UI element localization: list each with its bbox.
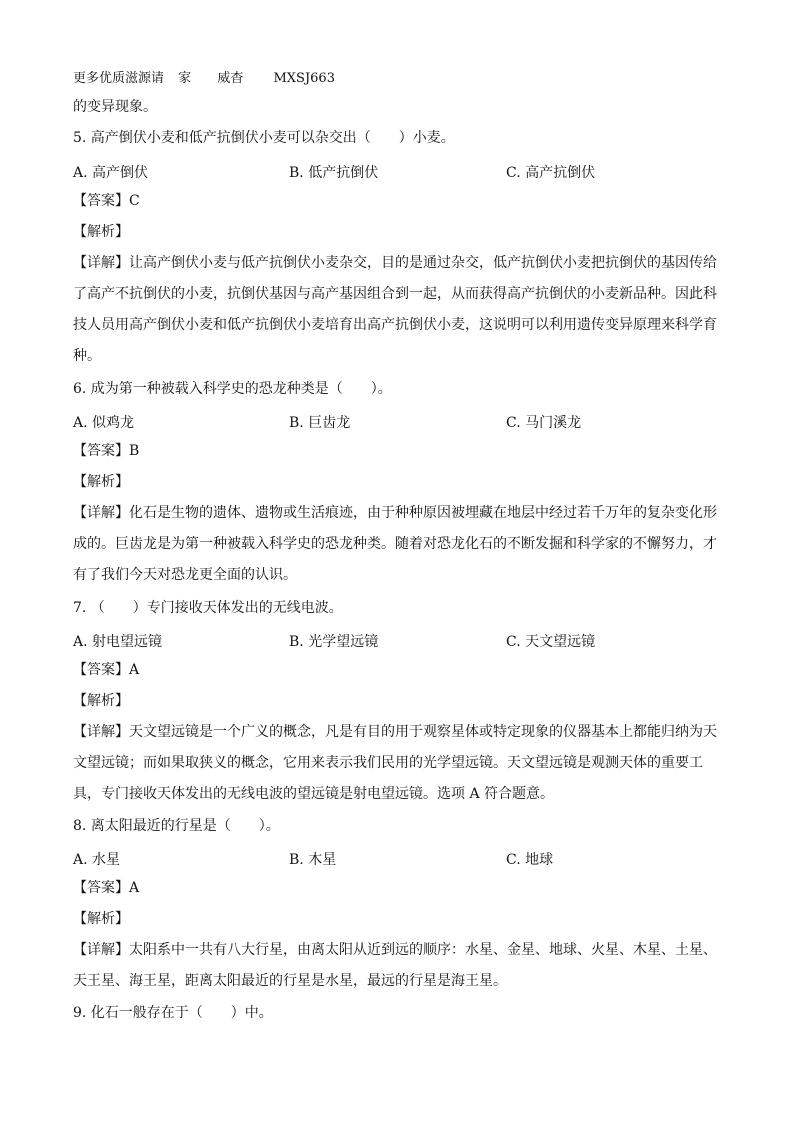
q8-answer-value: A	[129, 880, 140, 896]
q7-option-c: C. 天文望远镜	[506, 634, 596, 650]
q7-detail-line-1: 【详解】天文望远镜是一个广义的概念，凡是有目的用于观察星体或特定现象的仪器基本上都能归纳为天	[73, 724, 717, 740]
q7-option-a: A. 射电望远镜	[73, 634, 163, 650]
q7-analysis-tag: 【解析】	[73, 693, 129, 709]
q7-detail	[73, 717, 725, 810]
q7-detail-line-3: 具，专门接收天体发出的无线电波的望远镜是射电望远镜。选项 A 符合题意。	[73, 786, 555, 802]
q5-answer-line	[73, 193, 140, 209]
q5-detail-line-3: 技人员用高产倒伏小麦和低产抗倒伏小麦培育出高产抗倒伏小麦，这说明可以利用遗传变异原理来科学育	[73, 317, 717, 333]
detail-tag: 【详解】	[73, 505, 129, 521]
q6-option-b: B. 巨齿龙	[289, 415, 351, 431]
q6-detail-line-2: 成的。巨齿龙是为第一种被载入科学史的恐龙种类。随着对恐龙化石的不断发掘和科学家的不懈努力，才	[73, 536, 717, 552]
intro-tail: 的变异现象。	[73, 99, 157, 115]
header-text-4: MXSJ663	[273, 71, 335, 86]
q5-answer-value: C	[129, 193, 140, 209]
q8-analysis-tag: 【解析】	[73, 911, 129, 927]
q6-answer-value: B	[129, 443, 140, 459]
q8-option-a: A. 水星	[73, 852, 121, 868]
detail-tag: 【详解】	[73, 724, 129, 740]
answer-tag: 【答案】	[73, 880, 129, 896]
detail-tag: 【详解】	[73, 255, 129, 271]
q8-option-c: C. 地球	[506, 852, 554, 868]
answer-tag: 【答案】	[73, 443, 129, 459]
q6-detail-line-3: 有了我们今天对恐龙更全面的认识。	[73, 567, 297, 583]
answer-tag: 【答案】	[73, 662, 129, 678]
q6-detail	[73, 498, 725, 591]
q6-answer-line	[73, 443, 139, 459]
q5-detail-line-2: 了高产不抗倒伏的小麦，抗倒伏基因与高产基因组合到一起，从而获得高产抗倒伏的小麦新品种。因此科	[73, 286, 717, 302]
q8-detail	[73, 935, 725, 997]
q5-detail	[73, 248, 725, 372]
q8-answer-line	[73, 880, 139, 896]
q5-option-b: B. 低产抗倒伏	[289, 165, 379, 181]
q6-detail-line-1: 【详解】化石是生物的遗体、遗物或生活痕迹，由于种种原因被埋藏在地层中经过若千万年的复杂变化形	[73, 505, 717, 521]
q5-stem: 5. 高产倒伏小麦和低产抗倒伏小麦可以杂交出（ ）小麦。	[73, 130, 455, 146]
page-header	[73, 67, 335, 86]
q7-answer-line	[73, 662, 139, 678]
header-text-3: 威杳	[217, 71, 244, 86]
q5-detail-line-1: 【详解】让高产倒伏小麦与低产抗倒伏小麦杂交，目的是通过杂交，低产抗倒伏小麦把抗倒伏的基因传给	[73, 255, 717, 271]
q8-option-b: B. 木星	[289, 852, 337, 868]
q6-analysis-tag: 【解析】	[73, 474, 129, 490]
q5-option-a: A. 高产倒伏	[73, 165, 149, 181]
q6-option-c: C. 马门溪龙	[506, 415, 582, 431]
q5-detail-line-4: 种。	[73, 348, 101, 364]
header-text-2: 家	[178, 71, 192, 86]
q8-detail-line-2: 天王星、海王星，距离太阳最近的行星是水星，最远的行星是海王星。	[73, 973, 507, 989]
q6-stem: 6. 成为第一种被载入科学史的恐龙种类是（ ）。	[73, 381, 392, 397]
q5-analysis-tag: 【解析】	[73, 224, 129, 240]
q7-answer-value: A	[129, 662, 140, 678]
q7-option-b: B. 光学望远镜	[289, 634, 379, 650]
q8-detail-line-1: 【详解】太阳系中一共有八大行星，由离太阳从近到远的顺序：水星、金星、地球、火星、木星、土星、	[73, 942, 717, 958]
q7-detail-line-2: 文望远镜；而如果取狭义的概念，它用来表示我们民用的光学望远镜。天文望远镜是观测天体的重要工	[73, 755, 703, 771]
q8-stem: 8. 离太阳最近的行星是（ ）。	[73, 818, 280, 834]
answer-tag: 【答案】	[73, 193, 129, 209]
header-text-1: 更多优质滋源请	[73, 71, 165, 86]
detail-tag: 【详解】	[73, 942, 129, 958]
q6-option-a: A. 似鸡龙	[73, 415, 135, 431]
q5-option-c: C. 高产抗倒伏	[506, 165, 596, 181]
q7-stem: 7. （ ）专门接收天体发出的无线电波。	[73, 600, 343, 616]
q9-stem: 9. 化石一般存在于（ ）中。	[73, 1005, 273, 1021]
